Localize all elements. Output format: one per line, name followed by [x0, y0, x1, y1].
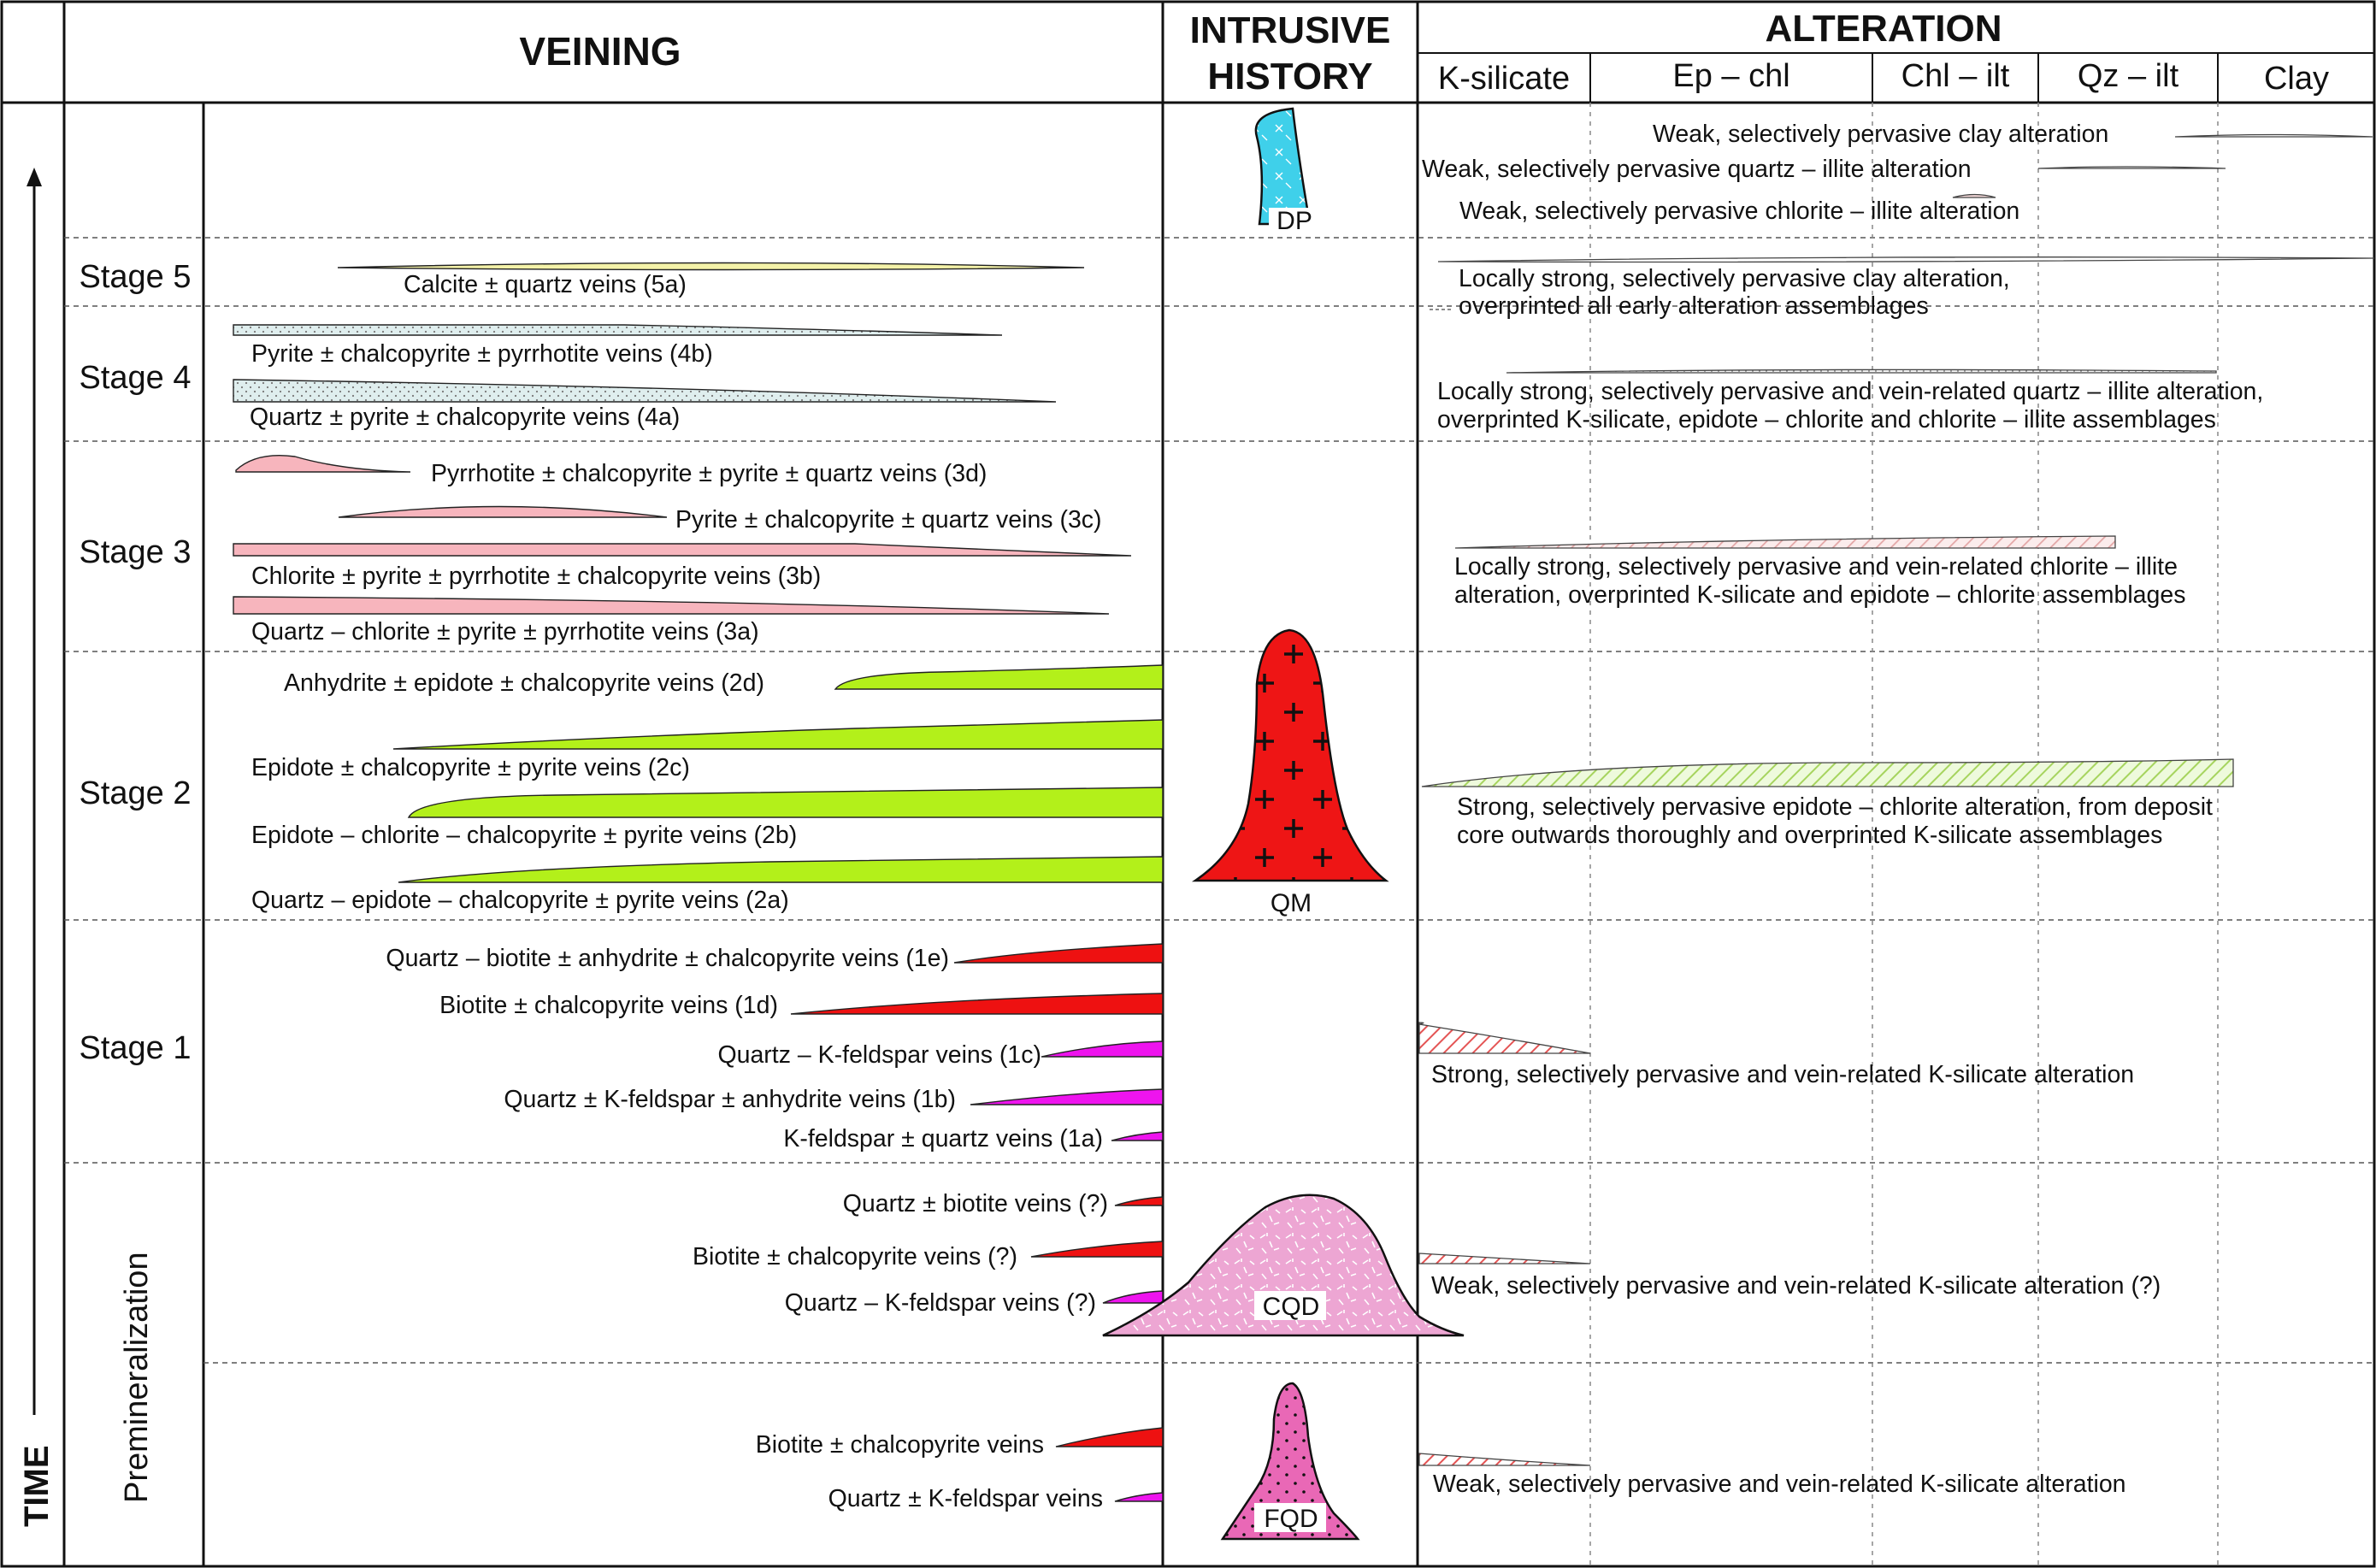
vein-2c-label: Epidote ± chalcopyrite ± pyrite veins (2c) — [251, 754, 690, 781]
column-ep-chl: Ep – chl — [1672, 58, 1790, 94]
time-label: TIME — [18, 1445, 56, 1527]
alt-s1-ksil-bar — [1419, 1023, 1590, 1053]
alt-s5-line1: Locally strong, selectively pervasive clay alteration, — [1459, 265, 2010, 292]
qm-intrusion-shape — [1195, 630, 1386, 881]
alteration-labels — [1422, 121, 2263, 1498]
alt-s1-label: Strong, selectively pervasive and vein-related K-silicate alteration — [1431, 1061, 2135, 1088]
stage-4-label: Stage 4 — [79, 360, 192, 396]
cqd-label: CQD — [1262, 1293, 1320, 1321]
vein-5a-label: Calcite ± quartz veins (5a) — [404, 271, 687, 298]
vein-2b-label: Epidote – chlorite – chalcopyrite ± pyrite veins (2b) — [251, 822, 798, 849]
vein-1e-bar — [954, 944, 1163, 963]
intrusive-heading-line2: HISTORY — [1207, 56, 1373, 97]
stage-1-label: Stage 1 — [79, 1030, 192, 1066]
vein-pre-3-label: Quartz – K-feldspar veins (?) — [784, 1289, 1096, 1317]
vein-4b-bar — [233, 325, 1002, 335]
vein-1a-bar — [1111, 1132, 1163, 1141]
alt-s5-clay-bar — [1438, 257, 2374, 262]
vein-1b-bar — [970, 1089, 1163, 1105]
intrusive-heading-line1: INTRUSIVE — [1189, 9, 1391, 51]
vein-3a-label: Quartz – chlorite ± pyrite ± pyrrhotite veins (3a) — [251, 618, 759, 645]
alt-late-clay-bar — [2175, 135, 2373, 138]
vein-3b-bar — [233, 544, 1131, 556]
vein-pre-1-label: Quartz ± biotite veins (?) — [842, 1190, 1108, 1217]
alteration-heading: ALTERATION — [1765, 8, 2002, 50]
vein-3b-label: Chlorite ± pyrite ± pyrrhotite ± chalcopyrite veins (3b) — [251, 563, 822, 590]
vein-4a-bar — [233, 380, 1056, 402]
alt-late-qz-ilt-bar — [2038, 167, 2226, 168]
vein-fqd-1-bar — [1056, 1428, 1163, 1447]
vein-2b-bar — [409, 787, 1163, 817]
alt-s4-qz-ilt-bar — [1506, 369, 2216, 373]
vein-4b-label: Pyrite ± chalcopyrite ± pyrrhotite veins (4b) — [251, 340, 713, 368]
veining-heading: VEINING — [519, 29, 681, 74]
stage-5-label: Stage 5 — [79, 259, 192, 295]
qm-label: QM — [1270, 889, 1312, 917]
column-chl-ilt: Chl – ilt — [1901, 58, 2010, 94]
vein-fqd-2-label: Quartz ± K-feldspar veins — [828, 1485, 1103, 1512]
vein-1c-label: Quartz – K-feldspar veins (1c) — [717, 1041, 1041, 1069]
alt-s3-chl-ilt-bar — [1455, 536, 2115, 548]
vein-1e-label: Quartz – biotite ± anhydrite ± chalcopyrite veins (1e) — [386, 945, 949, 972]
premineralization-label: Premineralization — [119, 1252, 155, 1503]
vein-4a-label: Quartz ± pyrite ± chalcopyrite veins (4a) — [250, 404, 681, 431]
vein-pre-2-label: Biotite ± chalcopyrite veins (?) — [693, 1243, 1017, 1270]
column-clay: Clay — [2263, 61, 2330, 97]
vein-labels — [250, 271, 1108, 1512]
vein-1b-label: Quartz ± K-feldspar ± anhydrite veins (1b) — [504, 1086, 956, 1113]
vein-pre-3-bar — [1103, 1291, 1163, 1303]
vein-1c-bar — [1041, 1041, 1163, 1057]
alt-late-3-label: Weak, selectively pervasive chlorite – illite alteration — [1459, 197, 2020, 225]
alt-pre-cqd-label: Weak, selectively pervasive and vein-related K-silicate alteration (?) — [1431, 1272, 2161, 1300]
vein-1a-label: K-feldspar ± quartz veins (1a) — [783, 1125, 1103, 1152]
vein-3d-bar — [236, 456, 410, 472]
alt-s5-line2: overprinted all early alteration assemblages — [1459, 292, 1929, 320]
stage-2-label: Stage 2 — [79, 775, 192, 811]
alt-pre-cqd-ksil-bar — [1419, 1253, 1590, 1264]
intrusive-history — [1103, 109, 1464, 1539]
alt-late-1-label: Weak, selectively pervasive clay alteration — [1653, 121, 2109, 148]
alt-s4-line1: Locally strong, selectively pervasive and vein-related quartz – illite alteration, — [1437, 378, 2264, 405]
vein-2d-label: Anhydrite ± epidote ± chalcopyrite veins (2d) — [284, 669, 764, 697]
column-qz-ilt: Qz – ilt — [2077, 58, 2179, 94]
vein-2a-label: Quartz – epidote – chalcopyrite ± pyrite veins (2a) — [251, 887, 789, 914]
vein-2c-bar — [393, 720, 1163, 749]
vein-pre-2-bar — [1031, 1241, 1163, 1257]
vein-5a-bar — [338, 263, 1084, 270]
alt-pre-fqd-ksil-bar — [1419, 1453, 1590, 1465]
alt-s3-line1: Locally strong, selectively pervasive and vein-related chlorite – illite — [1454, 553, 2178, 581]
vein-2a-bar — [398, 857, 1163, 882]
vein-1d-bar — [791, 993, 1163, 1014]
vein-pre-1-bar — [1115, 1197, 1163, 1205]
alt-s3-line2: alteration, overprinted K-silicate and epidote – chlorite assemblages — [1454, 581, 2186, 609]
vein-1d-label: Biotite ± chalcopyrite veins (1d) — [439, 992, 778, 1019]
vein-3c-label: Pyrite ± chalcopyrite ± quartz veins (3c) — [675, 506, 1102, 533]
vein-3c-bar — [339, 507, 667, 518]
alt-s2-ep-chl-bar — [1422, 759, 2233, 787]
arrow-up-icon — [27, 168, 42, 186]
alt-pre-fqd-label: Weak, selectively pervasive and vein-related K-silicate alteration — [1433, 1471, 2126, 1498]
alt-s4-line2: overprinted K-silicate, epidote – chlorite and chlorite – illite assemblages — [1437, 406, 2216, 433]
vein-3a-bar — [233, 597, 1109, 614]
alt-s2-line2: core outwards thoroughly and overprinted K-silicate assemblages — [1457, 822, 2163, 849]
vein-2d-bar — [835, 665, 1163, 689]
column-k-silicate: K-silicate — [1437, 61, 1571, 97]
vein-fqd-1-label: Biotite ± chalcopyrite veins — [755, 1431, 1044, 1459]
stage-3-label: Stage 3 — [79, 534, 192, 570]
dp-label: DP — [1276, 207, 1312, 235]
vein-3d-label: Pyrrhotite ± chalcopyrite ± pyrite ± quartz veins (3d) — [431, 460, 988, 487]
alt-late-2-label: Weak, selectively pervasive quartz – illite alteration — [1422, 156, 1972, 183]
fqd-label: FQD — [1264, 1505, 1318, 1533]
stage-labels — [80, 259, 192, 1503]
time-axis — [18, 168, 56, 1527]
alt-s2-line1: Strong, selectively pervasive epidote – chlorite alteration, from deposit — [1457, 793, 2213, 821]
vein-fqd-2-bar — [1115, 1493, 1163, 1501]
